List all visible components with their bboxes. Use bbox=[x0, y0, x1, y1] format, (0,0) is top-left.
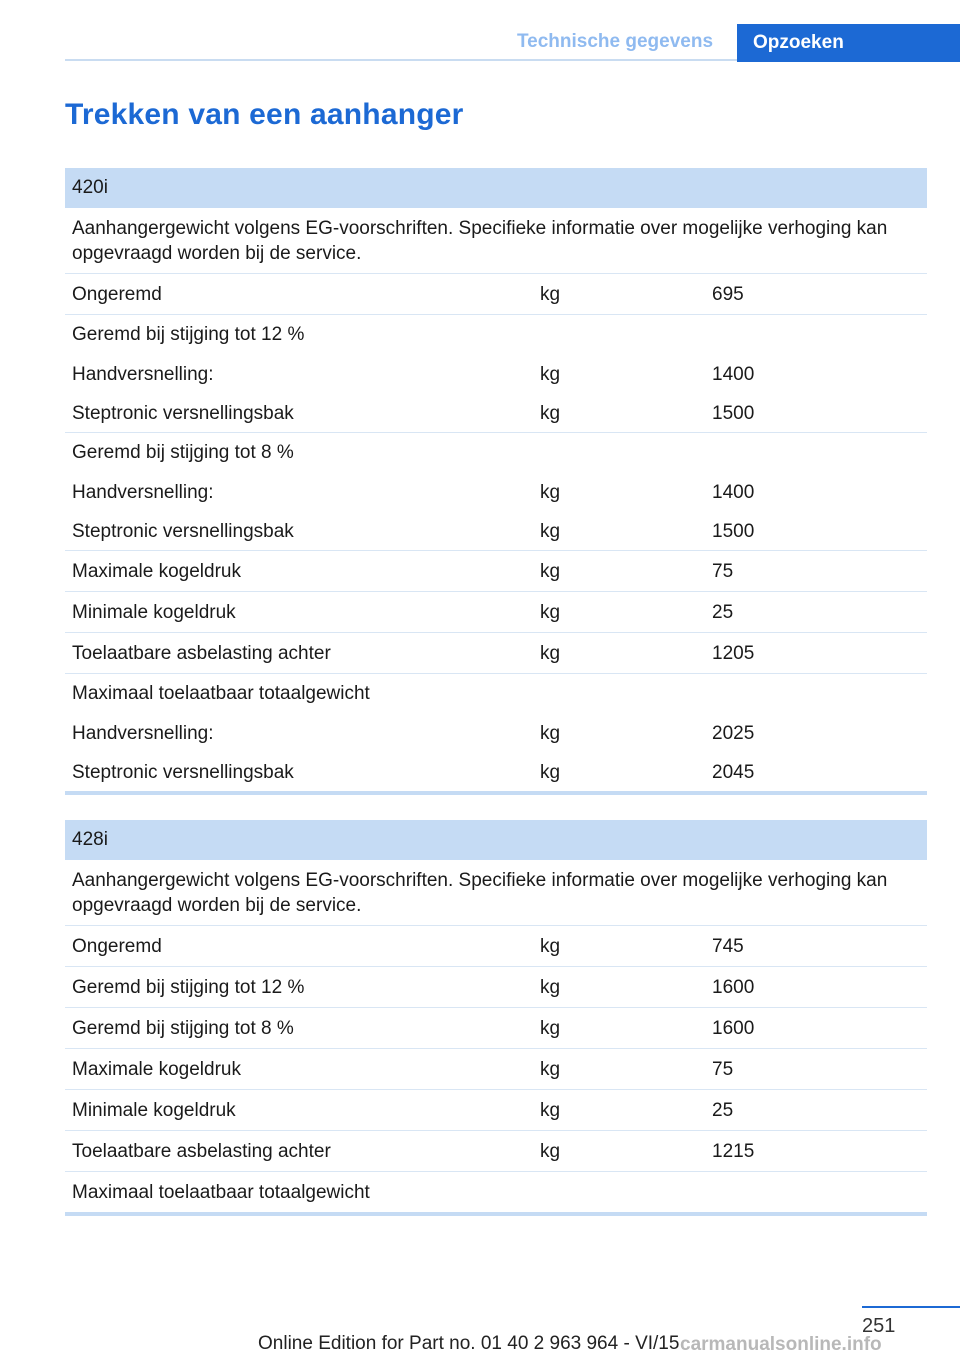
row-label: Minimale kogeldruk bbox=[72, 1099, 236, 1121]
row-value: 25 bbox=[712, 1099, 734, 1121]
table-row bbox=[65, 1008, 927, 1049]
watermark: carmanualsonline.info bbox=[680, 1334, 882, 1355]
table-row bbox=[65, 1131, 927, 1172]
spec-table-420i bbox=[65, 168, 927, 795]
row-label: Maximale kogeldruk bbox=[72, 1058, 241, 1080]
row-label: Handversnelling: bbox=[72, 481, 214, 503]
table-subrow bbox=[65, 720, 927, 746]
row-value: 1215 bbox=[712, 1140, 755, 1162]
row-unit: kg bbox=[540, 481, 561, 503]
row-label: Maximaal toelaatbaar totaalgewicht bbox=[72, 1181, 370, 1203]
table-row bbox=[65, 967, 927, 1008]
row-unit: kg bbox=[540, 976, 561, 998]
row-value: 2025 bbox=[712, 722, 755, 744]
row-label: Handversnelling: bbox=[72, 363, 214, 385]
row-value: 745 bbox=[712, 935, 744, 957]
row-unit: kg bbox=[540, 402, 561, 424]
row-label: Steptronic versnellingsbak bbox=[72, 402, 294, 424]
table-subrow bbox=[65, 361, 927, 387]
table-row bbox=[65, 551, 927, 592]
row-unit: kg bbox=[540, 1017, 561, 1039]
row-label: Geremd bij stijging tot 8 % bbox=[72, 1017, 294, 1039]
row-label: Toelaatbare asbelasting achter bbox=[72, 642, 331, 664]
table-row bbox=[65, 926, 927, 967]
row-label: Steptronic versnellingsbak bbox=[72, 761, 294, 783]
row-value: 1600 bbox=[712, 976, 755, 998]
footer-divider bbox=[862, 1306, 960, 1308]
table-note: Aanhangergewicht volgens EG-voorschriften. Specifieke informatie over mogelijke verhoging kan opgevraagd worden bij de service. bbox=[65, 208, 927, 274]
group-label: Maximaal toelaatbaar totaalgewicht bbox=[72, 683, 370, 704]
table-subrow bbox=[65, 759, 927, 785]
row-label: Maximale kogeldruk bbox=[72, 560, 241, 582]
row-label: Toelaatbare asbelasting achter bbox=[72, 1140, 331, 1162]
row-unit: kg bbox=[540, 1140, 561, 1162]
row-value: 2045 bbox=[712, 761, 755, 783]
row-value: 1500 bbox=[712, 402, 755, 424]
table-subrow bbox=[65, 479, 927, 505]
row-label: Steptronic versnellingsbak bbox=[72, 520, 294, 542]
table-row bbox=[65, 633, 927, 674]
row-value: 1400 bbox=[712, 363, 755, 385]
table-row-group bbox=[65, 315, 927, 433]
row-label: Handversnelling: bbox=[72, 722, 214, 744]
row-unit: kg bbox=[540, 935, 561, 957]
row-unit: kg bbox=[540, 601, 561, 623]
table-subrow bbox=[65, 400, 927, 426]
row-label: Geremd bij stijging tot 12 % bbox=[72, 976, 305, 998]
table-subrow bbox=[65, 518, 927, 544]
row-value: 25 bbox=[712, 601, 734, 623]
row-unit: kg bbox=[540, 363, 561, 385]
page-title: Trekken van een aanhanger bbox=[65, 98, 464, 131]
page-number: 251 bbox=[862, 1315, 896, 1337]
row-unit: kg bbox=[540, 560, 561, 582]
row-unit: kg bbox=[540, 520, 561, 542]
table-row-group bbox=[65, 674, 927, 792]
table-row-group bbox=[65, 433, 927, 551]
row-value: 695 bbox=[712, 283, 744, 305]
table-row bbox=[65, 1049, 927, 1090]
row-unit: kg bbox=[540, 1099, 561, 1121]
table-bottom-border bbox=[65, 1212, 927, 1216]
table-header-model: 420i bbox=[65, 168, 927, 208]
table-bottom-border bbox=[65, 791, 927, 795]
row-label: Ongeremd bbox=[72, 935, 162, 957]
row-value: 1400 bbox=[712, 481, 755, 503]
row-value: 1600 bbox=[712, 1017, 755, 1039]
table-note: Aanhangergewicht volgens EG-voorschriften. Specifieke informatie over mogelijke verhoging kan opgevraagd worden bij de service. bbox=[65, 860, 927, 926]
row-label: Minimale kogeldruk bbox=[72, 601, 236, 623]
row-unit: kg bbox=[540, 1058, 561, 1080]
table-header-model: 428i bbox=[65, 820, 927, 860]
spec-table-428i bbox=[65, 820, 927, 1216]
group-label: Geremd bij stijging tot 12 % bbox=[72, 324, 305, 345]
edition-text: Online Edition for Part no. 01 40 2 963 964 - VI/15 bbox=[258, 1333, 680, 1354]
table-row bbox=[65, 1172, 927, 1213]
row-unit: kg bbox=[540, 761, 561, 783]
row-value: 1205 bbox=[712, 642, 755, 664]
tab-technische-gegevens[interactable]: Technische gegevens bbox=[516, 31, 714, 52]
row-value: 75 bbox=[712, 1058, 734, 1080]
table-row bbox=[65, 1090, 927, 1131]
tab-opzoeken[interactable]: Opzoeken bbox=[737, 24, 960, 62]
row-unit: kg bbox=[540, 722, 561, 744]
row-label: Ongeremd bbox=[72, 283, 162, 305]
table-row bbox=[65, 274, 927, 315]
row-unit: kg bbox=[540, 642, 561, 664]
row-unit: kg bbox=[540, 283, 561, 305]
group-label: Geremd bij stijging tot 8 % bbox=[72, 442, 294, 463]
row-value: 1500 bbox=[712, 520, 755, 542]
table-row bbox=[65, 592, 927, 633]
row-value: 75 bbox=[712, 560, 734, 582]
